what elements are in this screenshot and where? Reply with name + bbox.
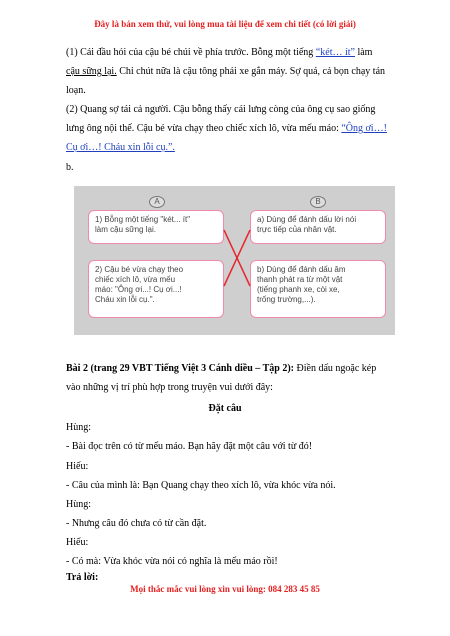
preview-banner: Đây là bản xem thử, vui lòng mua tài liệu để xem chi tiết (có lời giải) <box>94 19 356 29</box>
matching-exercise-image <box>74 186 395 335</box>
column-a-label: A <box>149 196 165 208</box>
dialogue-line: Hùng: <box>66 422 91 433</box>
contact-banner: Mọi thắc mắc vui lòng xin vui lòng: 084 283 45 85 <box>130 584 320 594</box>
story-title: Đặt câu <box>208 403 242 414</box>
dialogue-line: - Nhưng câu đó chưa có từ cần đặt. <box>66 518 207 529</box>
card-a1: 1) Bỗng một tiếng "két... ít" làm cậu sững lại. <box>88 210 224 244</box>
paragraph-2-line-2: lưng ông nội thế. Cậu bé vừa chạy theo chiếc xích lô, vừa mếu máo: “Ông ơi…! <box>66 123 387 134</box>
dialogue-line: Hiếu: <box>66 461 89 472</box>
dialogue-line: Hiếu: <box>66 537 89 548</box>
answer-label: Trả lời: <box>66 572 99 583</box>
quote-ket-it: “két… ít” <box>315 47 355 58</box>
paragraph-2-line-3: Cụ ơi…! Cháu xin lỗi cụ.”. <box>66 142 175 153</box>
label-b: b. <box>66 162 74 173</box>
quote-ong-oi: “Ông ơi…! <box>341 123 387 134</box>
paragraph-1-line-3: loạn. <box>66 85 86 96</box>
card-a2: 2) Cậu bé vừa chạy theo chiếc xích lô, vừa mếu máo: "Ông ơi...! Cụ ơi...! Cháu xin lỗi cụ.". <box>88 260 224 318</box>
exercise-2-heading: Bài 2 (trang 29 VBT Tiếng Việt 3 Cánh diều – Tập 2): Điền dấu ngoặc kép <box>66 363 377 374</box>
paragraph-1-line-2: cậu sững lại. Chỉ chút nữa là cậu tông phải xe gắn máy. Sợ quá, cả bọn chạy tán <box>66 66 386 77</box>
dialogue-line: - Câu của mình là: Bạn Quang chạy theo xích lô, vừa khóc vừa nói. <box>66 480 336 491</box>
matching-lines <box>74 186 395 335</box>
dialogue-line: Hùng: <box>66 499 91 510</box>
card-b2: b) Dùng để đánh dấu âm thanh phát ra từ một vật (tiếng phanh xe, còi xe, trống trường,...). <box>250 260 386 318</box>
column-b-label: B <box>310 196 326 208</box>
exercise-2-instruction: vào những vị trí phù hợp trong truyện vui dưới đây: <box>66 382 273 393</box>
dialogue-line: - Bài đọc trên có từ mếu máo. Bạn hãy đặt một câu với từ đó! <box>66 441 313 452</box>
paragraph-1-line-1: (1) Cái đầu hói của cậu bé chúi về phía trước. Bỗng một tiếng “két… ít” làm <box>66 47 373 58</box>
paragraph-2-line-1: (2) Quang sợ tái cả người. Cậu bỗng thấy cái lưng còng của ông cụ sao giống <box>66 104 376 115</box>
card-b1: a) Dùng để đánh dấu lời nói trực tiếp của nhân vật. <box>250 210 386 244</box>
dialogue-line: - Có mà: Vừa khóc vừa nói có nghĩa là mếu máo rồi! <box>66 556 278 567</box>
